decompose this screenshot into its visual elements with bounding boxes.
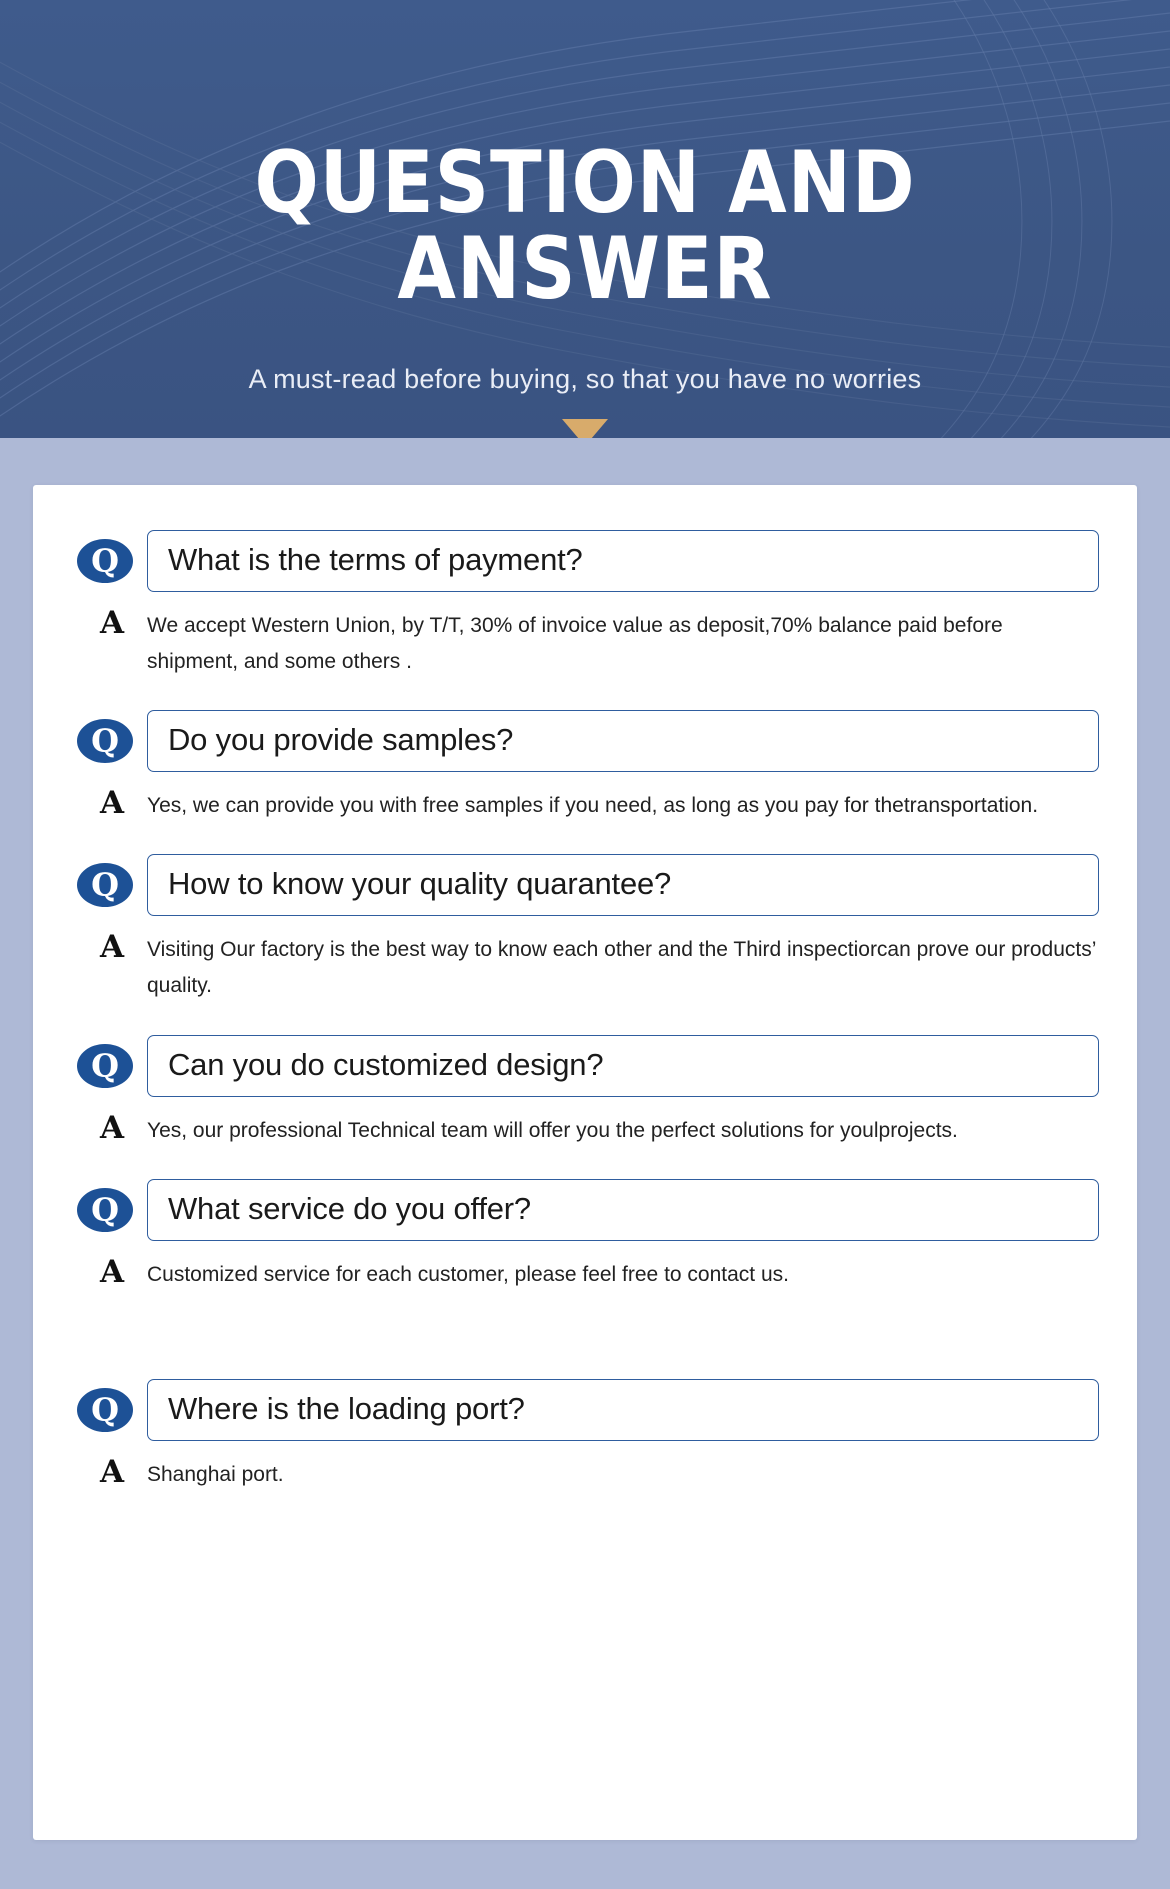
question-text[interactable]: Can you do customized design? [147,1035,1099,1097]
answer-badge-icon: A [99,1109,125,1146]
answer-badge-icon: A [99,1453,125,1490]
question-row[interactable] [71,1379,1099,1441]
header-banner [0,0,1170,438]
question-badge-icon: Q [77,1388,133,1432]
faq-item [71,1179,1099,1293]
question-row[interactable] [71,854,1099,916]
faq-item [71,854,1099,1004]
answer-row [71,786,1099,824]
answer-badge-icon: A [99,785,125,822]
answer-badge-icon: A [99,929,125,966]
answer-badge-icon: A [99,1253,125,1290]
banner-content [0,0,1170,438]
faq-item [71,710,1099,824]
faq-item [71,1035,1099,1149]
answer-row [71,1255,1099,1293]
question-badge-icon: Q [77,1188,133,1232]
question-text[interactable]: What service do you offer? [147,1179,1099,1241]
question-badge-icon: Q [77,539,133,583]
question-text[interactable]: Where is the loading port? [147,1379,1099,1441]
question-row[interactable] [71,710,1099,772]
faq-item [71,530,1099,680]
faq-card [33,485,1137,1840]
answer-text: Visiting Our factory is the best way to know each other and the Third inspectiorcan prove our products’ quality. [147,938,1096,998]
triangle-down-icon [562,419,608,438]
answer-row [71,1455,1099,1493]
page-subtitle: A must-read before buying, so that you have no worries [248,364,922,394]
answer-text: Customized service for each customer, please feel free to contact us. [147,1262,789,1286]
question-text[interactable]: What is the terms of payment? [147,530,1099,592]
page-title: QUESTION AND ANSWER [254,133,916,319]
question-row[interactable] [71,1035,1099,1097]
answer-text: Shanghai port. [147,1462,284,1486]
question-badge-icon: Q [77,1044,133,1088]
answer-row [71,606,1099,680]
answer-badge-icon: A [99,605,125,641]
answer-text: We accept Western Union, by T/T, 30% of invoice value as deposit,70% balance paid before shipment, and some others . [147,614,1003,674]
answer-row [71,1111,1099,1149]
answer-text: Yes, our professional Technical team will offer you the perfect solutions for youlprojects. [147,1118,958,1142]
faq-item [71,1379,1099,1493]
question-badge-icon: Q [77,719,133,763]
question-row[interactable] [71,1179,1099,1241]
answer-text: Yes, we can provide you with free samples if you need, as long as you pay for thetransportation. [147,794,1039,818]
question-badge-icon: Q [77,863,133,907]
question-text[interactable]: Do you provide samples? [147,710,1099,772]
faq-list [33,485,1137,1493]
answer-row [71,930,1099,1004]
question-text[interactable]: How to know your quality quarantee? [147,854,1099,916]
question-row[interactable] [71,530,1099,592]
